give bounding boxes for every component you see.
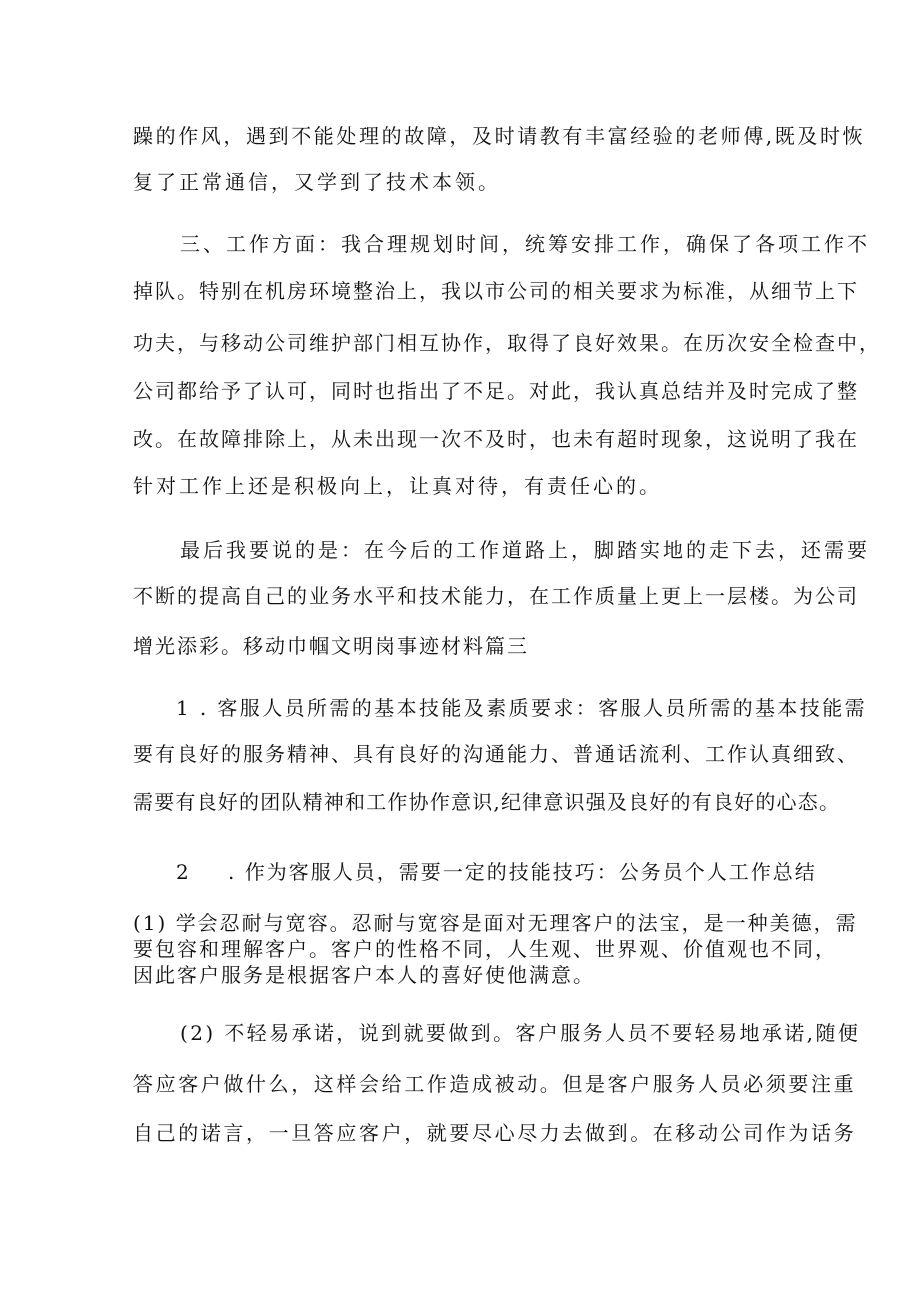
text-line: 要包容和理解客户。客户的性格不同，人生观、世界观、价值观也不同，: [133, 937, 837, 961]
text-line: . 作为客服人员，需要一定的技能技巧：公务员个人工作总结: [228, 860, 817, 884]
text-line: 三、工作方面：我合理规划时间，统筹安排工作，确保了各项工作不: [180, 232, 870, 256]
text-line: 自己的诺言，一旦答应客户，就要尽心尽力去做到。在移动公司作为话务: [133, 1121, 857, 1145]
text-line: 不断的提高自己的业务水平和技术能力，在工作质量上更上一层楼。为公司: [133, 584, 859, 608]
text-line: 功夫，与移动公司维护部门相互协作，取得了良好效果。在历次安全检查中，: [133, 331, 881, 355]
text-line: 改。在故障排除上，从未出现一次不及时，也未有超时现象，这说明了我在: [133, 427, 859, 451]
text-line: 1 . 客服人员所需的基本技能及素质要求：客服人员所需的基本技能需: [176, 696, 867, 720]
text-line: 增光添彩。移动巾帼文明岗事迹材料篇三: [133, 634, 529, 658]
list-number: 2: [176, 860, 192, 884]
text-line: 因此客户服务是根据客户本人的喜好使他满意。: [133, 963, 595, 987]
text-line: 复了正常通信，又学到了技术本领。: [133, 170, 501, 194]
text-line: 躁的作风，遇到不能处理的故障，及时请教有丰富经验的老师傅,既及时恢: [133, 124, 866, 148]
text-line: (2) 不轻易承诺，说到就要做到。客户服务人员不要轻易地承诺,随便: [180, 1021, 861, 1045]
text-line: 针对工作上还是积极向上，让真对待，有责任心的。: [133, 474, 662, 498]
text-line: 公司都给予了认可，同时也指出了不足。对此，我认真总结并及时完成了整: [133, 379, 859, 403]
text-line: 要有良好的服务精神、具有良好的沟通能力、普通话流利、工作认真细致、: [133, 742, 859, 766]
text-line: 掉队。特别在机房环境整治上，我以市公司的相关要求为标准，从细节上下: [133, 279, 859, 303]
text-line: 最后我要说的是：在今后的工作道路上，脚踏实地的走下去，还需要: [180, 538, 870, 562]
text-line: 答应客户做什么，这样会给工作造成被动。但是客户服务人员必须要注重: [133, 1072, 857, 1096]
text-line: (1) 学会忍耐与宽容。忍耐与宽容是面对无理客户的法宝，是一种美德，需: [133, 911, 858, 935]
text-line: 需要有良好的团队精神和工作协作意识,纪律意识强及良好的有良好的心态。: [133, 790, 841, 814]
